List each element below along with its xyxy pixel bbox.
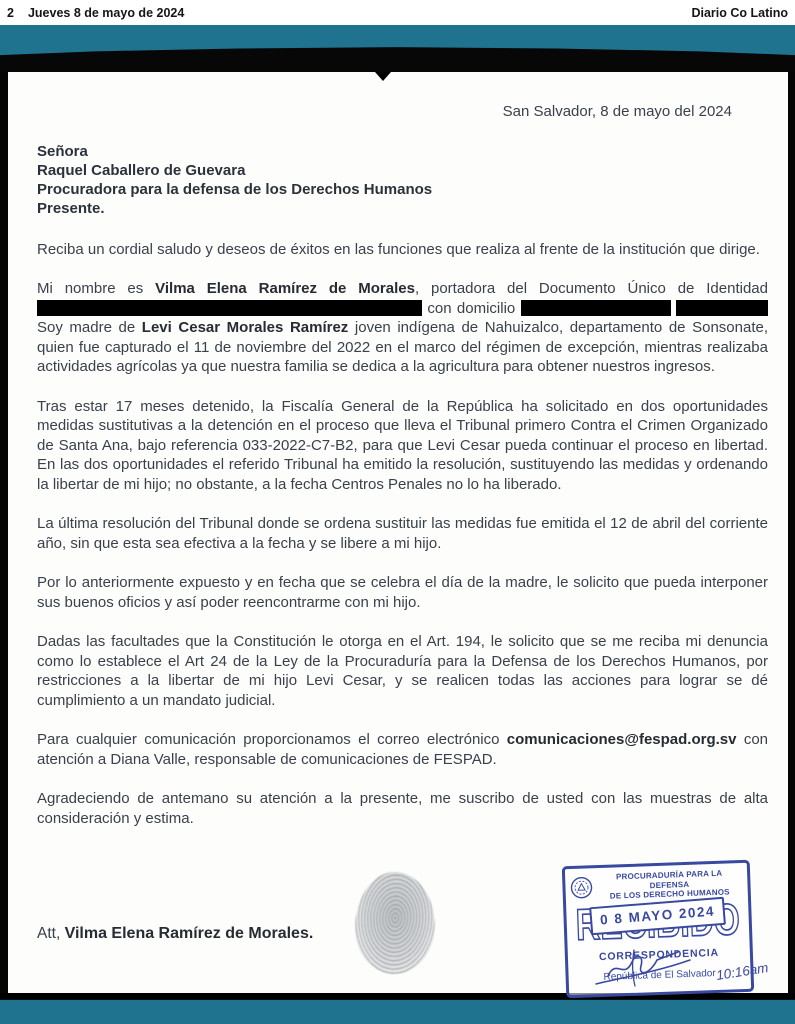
fingerprint-mark <box>352 870 437 976</box>
recipient-name: Raquel Caballero de Guevara <box>37 161 246 179</box>
page-number: 2 <box>7 5 14 20</box>
paragraph-request: Por lo anteriormente expuesto y en fecha que se celebra el día de la madre, le solicito que pueda interponer sus buenos oficios y así poder reencontrarme con mi hijo. <box>37 574 768 611</box>
signature-line <box>37 924 313 944</box>
text-run: , portadora del Documento Único de Identidad <box>414 280 768 297</box>
scan-artifact <box>375 72 391 81</box>
contact-email: comunicaciones@fespad.org.sv <box>506 731 737 748</box>
paragraph-resolution: La última resolución del Tribunal donde se ordena sustituir las medidas fue emitida el 12 de abril del corriente año, sin que esta sea efectiva a la fecha y se libere a mi hijo. <box>37 515 768 552</box>
sender-name: Vilma Elena Ramírez de Morales <box>155 280 415 297</box>
letter-dateline: San Salvador, 8 de mayo del 2024 <box>502 103 732 120</box>
recipient-title: Procuradora para la defensa de los Derechos Humanos <box>37 180 433 198</box>
stamp-date-box: 0 8 MAYO 2024 <box>589 897 726 935</box>
signatory-name: Vilma Elena Ramírez de Morales. <box>64 925 314 942</box>
recipient-salutation: Señora <box>37 142 88 160</box>
letter-page <box>8 72 788 993</box>
signature-scribble-icon <box>594 946 704 992</box>
paragraph-identity <box>37 279 768 377</box>
el-salvador-emblem-icon <box>570 877 593 900</box>
text-run: con atención a Diana Valle, responsable de comunicaciones de FESPAD. <box>37 731 769 768</box>
teal-divider-band <box>0 25 795 72</box>
paragraph-contact <box>37 730 768 769</box>
stamp-agency-line1: PROCURADURÍA PARA LA DEFENSA <box>615 868 723 890</box>
text-run: Mi nombre es <box>37 280 156 297</box>
text-run: con domicilio <box>422 299 521 317</box>
text-run: Para cualquier comunicación proporcionamos el correo electrónico <box>37 731 507 748</box>
signature-prefix: Att, <box>37 925 65 942</box>
paragraph-closing: Agradeciendo de antemano su atención a la presente, me suscribo de usted con las muestras de alta consideración y estima. <box>37 790 768 827</box>
teal-wave <box>0 25 795 72</box>
recipient-block <box>37 142 768 218</box>
masthead-left <box>7 6 184 20</box>
recipient-present: Presente. <box>37 199 105 217</box>
bottom-teal-band <box>0 999 795 1024</box>
redaction-bar <box>676 300 768 316</box>
paragraph-legal-basis: Dadas las facultades que la Constitución le otorga en el Art. 194, le solicito que se me reciba mi denuncia como lo establece el Art 24 de la Ley de la Procuraduría para la Defensa de los Derechos Humanos, por restricciones a la libertar de mi hijo Levi Cesar, y se realicen todas las acciones para lograr se dé cumplimiento a un mandato judicial. <box>37 633 768 709</box>
text-run: Soy madre de <box>37 319 142 336</box>
stamp-agency-line2: DE LOS DERECHO HUMANOS <box>609 887 730 901</box>
newspaper-masthead <box>0 0 795 25</box>
stamp-republic-label: República de El Salvador <box>603 968 716 983</box>
issue-date: Jueves 8 de mayo de 2024 <box>27 5 185 20</box>
son-name: Levi Cesar Morales Ramírez <box>141 319 349 336</box>
handwritten-time: 10:16am <box>715 959 770 984</box>
paragraph-detention: Tras estar 17 meses detenido, la Fiscalía General de la República ha solicitado en dos oportunidades medidas sustitutivas a la detención en el proceso que lleva el Tribunal primero Contra el Crimen Organizado de Santa Ana, bajo referencia 033-2022-C7-B2, para que Levi Cesar pueda continuar el proceso en libertad. En las dos oportunidades el referido Tribunal ha emitido la resolución, sustituyendo las medidas y ordenando la libertar de mi hijo; no obstante, a la fecha Centros Penales no lo ha liberado. <box>37 397 768 493</box>
receiver-signature <box>594 946 769 994</box>
scanned-letter-frame <box>0 72 795 993</box>
redaction-bar <box>521 300 671 316</box>
redaction-bar <box>37 300 422 316</box>
stamp-correspondence-label: CORRESPONDENCIA <box>598 946 720 963</box>
text-run: joven indígena de Nahuizalco, departamento de Sonsonate, quien fue capturado el 11 de noviembre del 2022 en el marco del régimen de excepción, mientras realizaba actividades agrícolas ya que nuestra familia se dedica a la agricultura para obtener nuestros ingresos. <box>37 319 768 375</box>
newspaper-title: Diario Co Latino <box>691 5 788 20</box>
paragraph-greeting: Reciba un cordial saludo y deseos de éxitos en las funciones que realiza al frente de la institución que dirige. <box>37 240 760 258</box>
